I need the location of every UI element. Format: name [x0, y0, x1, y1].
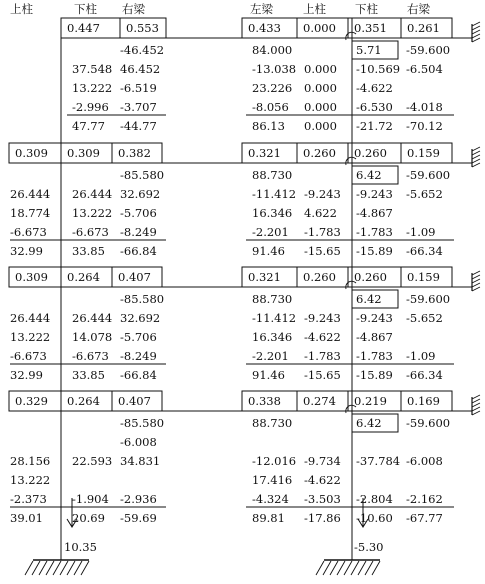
moment-value: -11.412 [252, 187, 297, 201]
moment-value: 13.222 [10, 473, 51, 487]
distribution-factor: 0.274 [303, 394, 336, 408]
header-right-0: 左梁 [250, 2, 273, 16]
support-hatch [472, 407, 480, 411]
moment-sum: 91.46 [252, 244, 285, 258]
moment-value: -1.09 [406, 225, 436, 239]
moment-sum: -70.12 [406, 119, 443, 133]
right-ground-hatch [351, 561, 359, 575]
header-right-1: 上柱 [303, 2, 326, 16]
moment-sum: -67.77 [406, 511, 443, 525]
moment-sum: -44.77 [120, 119, 157, 133]
moment-sum: 20.69 [72, 511, 105, 525]
moment-value: -2.936 [120, 492, 157, 506]
distribution-factor: 0.382 [118, 146, 151, 160]
moment-sum: 0.000 [304, 119, 337, 133]
moment-value: -9.243 [304, 187, 341, 201]
support-hatch [472, 38, 480, 42]
left-ground-hatch [53, 561, 61, 575]
moment-value: 23.226 [252, 81, 293, 95]
left-ground-hatch [25, 561, 33, 575]
moment-sum: 33.85 [72, 368, 105, 382]
moment-value: -1.783 [304, 349, 341, 363]
moment-value: 26.444 [72, 311, 113, 325]
moment-value: -4.622 [304, 330, 341, 344]
moment-value: 6.42 [356, 416, 382, 430]
moment-sum: -66.34 [406, 368, 443, 382]
moment-value: -12.016 [252, 454, 297, 468]
support-hatch [472, 155, 480, 159]
moment-value: -6.673 [10, 225, 47, 239]
right-ground-hatch [358, 561, 366, 575]
support-hatch [472, 279, 480, 283]
moment-value: -2.201 [252, 225, 289, 239]
moment-sum: -15.65 [304, 368, 341, 382]
moment-sum: -59.69 [120, 511, 157, 525]
moment-value: -4.867 [356, 330, 393, 344]
distribution-factor: 0.264 [67, 394, 100, 408]
support-hatch [472, 399, 480, 403]
moment-value: 37.548 [72, 62, 113, 76]
distribution-factor: 0.447 [67, 21, 100, 35]
moment-value: 13.222 [72, 206, 113, 220]
header-left-2: 右梁 [122, 2, 145, 16]
distribution-factor: 0.309 [67, 146, 100, 160]
distribution-factor: 0.321 [248, 270, 281, 284]
moment-sum: 89.81 [252, 511, 285, 525]
moment-value: 13.222 [10, 330, 51, 344]
distribution-factor: 0.433 [248, 21, 281, 35]
moment-value: -2.162 [406, 492, 443, 506]
moment-value: -59.600 [406, 416, 451, 430]
moment-value: -6.530 [356, 100, 393, 114]
right-ground-hatch [316, 561, 324, 575]
moment-value: -11.412 [252, 311, 297, 325]
moment-value: 5.71 [356, 43, 382, 57]
moment-value: -59.600 [406, 168, 451, 182]
moment-value: -6.673 [72, 349, 109, 363]
support-hatch [472, 26, 480, 30]
moment-sum: -15.89 [356, 368, 393, 382]
moment-value: -5.706 [120, 206, 157, 220]
moment-value: -3.503 [304, 492, 341, 506]
moment-value: 88.730 [252, 416, 293, 430]
moment-value: -9.243 [304, 311, 341, 325]
moment-value: 13.222 [72, 81, 113, 95]
right-ground-hatch [323, 561, 331, 575]
distribution-factor: 0.321 [248, 146, 281, 160]
right-ground-hatch [344, 561, 352, 575]
left-ground-hatch [46, 561, 54, 575]
moment-value: -9.243 [356, 311, 393, 325]
distribution-factor: 0.407 [118, 270, 151, 284]
moment-sum: 86.13 [252, 119, 285, 133]
moment-value: -1.783 [356, 349, 393, 363]
moment-value: 22.593 [72, 454, 113, 468]
moment-value: 88.730 [252, 292, 293, 306]
moment-value: -6.504 [406, 62, 443, 76]
support-hatch [472, 395, 480, 399]
moment-sum: -21.72 [356, 119, 393, 133]
left-ground-hatch [81, 561, 89, 575]
right-ground-hatch [330, 561, 338, 575]
moment-value: -3.707 [120, 100, 157, 114]
distribution-factor: 0.309 [15, 146, 48, 160]
moment-sum: 32.99 [10, 244, 43, 258]
moment-sum: -66.34 [406, 244, 443, 258]
distribution-factor: 0.169 [407, 394, 440, 408]
moment-sum: 39.01 [10, 511, 43, 525]
support-hatch [472, 147, 480, 151]
support-hatch [472, 30, 480, 34]
support-hatch [472, 411, 480, 415]
right-ground-hatch [365, 561, 373, 575]
moment-value: -13.038 [252, 62, 297, 76]
moment-sum: -15.65 [304, 244, 341, 258]
support-hatch [472, 271, 480, 275]
moment-value: -6.008 [406, 454, 443, 468]
moment-value: -2.996 [72, 100, 109, 114]
right-base-moment: -5.30 [354, 540, 384, 554]
right-ground-hatch [372, 561, 380, 575]
support-hatch [472, 287, 480, 291]
moment-value: 0.000 [304, 81, 337, 95]
moment-value: -85.580 [120, 416, 165, 430]
moment-value: 28.156 [10, 454, 51, 468]
moment-value: -2.373 [10, 492, 47, 506]
moment-value: -6.673 [10, 349, 47, 363]
left-ground-hatch [74, 561, 82, 575]
moment-value: 32.692 [120, 311, 161, 325]
left-ground-hatch [32, 561, 40, 575]
moment-value: 84.000 [252, 43, 293, 57]
header-right-2: 下柱 [355, 2, 378, 16]
distribution-factor: 0.261 [407, 21, 440, 35]
distribution-factor: 0.260 [303, 270, 336, 284]
distribution-factor: 0.159 [407, 270, 440, 284]
distribution-factor: 0.159 [407, 146, 440, 160]
moment-value: -5.706 [120, 330, 157, 344]
moment-value: -2.201 [252, 349, 289, 363]
moment-sum: 91.46 [252, 368, 285, 382]
distribution-factor: 0.351 [354, 21, 387, 35]
moment-value: 88.730 [252, 168, 293, 182]
moment-value: 0.000 [304, 62, 337, 76]
left-ground-hatch [67, 561, 75, 575]
support-hatch [472, 159, 480, 163]
distribution-factor: 0.264 [67, 270, 100, 284]
moment-value: -9.734 [304, 454, 341, 468]
moment-value: -4.867 [356, 206, 393, 220]
moment-sum: -15.89 [356, 244, 393, 258]
distribution-factor: 0.407 [118, 394, 151, 408]
moment-value: 6.42 [356, 168, 382, 182]
moment-value: -2.804 [356, 492, 393, 506]
moment-sum: -66.84 [120, 368, 157, 382]
moment-value: 26.444 [10, 187, 51, 201]
moment-sum: -66.84 [120, 244, 157, 258]
support-hatch [472, 22, 480, 26]
support-hatch [472, 275, 480, 279]
moment-sum: 32.99 [10, 368, 43, 382]
distribution-factor: 0.260 [354, 146, 387, 160]
distribution-factor: 0.309 [15, 270, 48, 284]
distribution-factor: 0.260 [303, 146, 336, 160]
distribution-factor: 0.219 [354, 394, 387, 408]
moment-value: -46.452 [120, 43, 165, 57]
moment-value: -4.622 [304, 473, 341, 487]
header-left-1: 下柱 [74, 2, 97, 16]
support-hatch [472, 283, 480, 287]
support-hatch [472, 34, 480, 38]
moment-value: 26.444 [10, 311, 51, 325]
moment-value: -4.622 [356, 81, 393, 95]
moment-value: 16.346 [252, 206, 293, 220]
moment-value: 46.452 [120, 62, 161, 76]
support-hatch [472, 163, 480, 167]
header-right-3: 右梁 [407, 2, 430, 16]
distribution-factor: 0.260 [354, 270, 387, 284]
moment-value: -4.018 [406, 100, 443, 114]
left-ground-hatch [39, 561, 47, 575]
moment-value: -5.652 [406, 311, 443, 325]
moment-value: -59.600 [406, 292, 451, 306]
header-left-0: 上柱 [10, 2, 33, 16]
moment-sum: -10.60 [356, 511, 393, 525]
moment-value: -1.783 [356, 225, 393, 239]
moment-value: -1.09 [406, 349, 436, 363]
moment-value: 26.444 [72, 187, 113, 201]
moment-value: -4.324 [252, 492, 289, 506]
support-hatch [472, 151, 480, 155]
right-ground-hatch [337, 561, 345, 575]
moment-value: -9.243 [356, 187, 393, 201]
moment-value: -10.569 [356, 62, 401, 76]
moment-value: -1.783 [304, 225, 341, 239]
moment-sum: 47.77 [72, 119, 105, 133]
distribution-factor: 0.329 [15, 394, 48, 408]
moment-value: -59.600 [406, 43, 451, 57]
moment-sum: 33.85 [72, 244, 105, 258]
moment-sum: -17.86 [304, 511, 341, 525]
moment-value: -85.580 [120, 292, 165, 306]
moment-value: 32.692 [120, 187, 161, 201]
moment-value: 6.42 [356, 292, 382, 306]
moment-value: -8.056 [252, 100, 289, 114]
moment-value: 16.346 [252, 330, 293, 344]
moment-value: 0.000 [304, 100, 337, 114]
moment-value: 4.622 [304, 206, 337, 220]
support-hatch [472, 403, 480, 407]
left-ground-hatch [60, 561, 68, 575]
left-base-moment: 10.35 [64, 540, 97, 554]
moment-value: -6.008 [120, 435, 157, 449]
distribution-factor: 0.338 [248, 394, 281, 408]
distribution-factor: 0.000 [303, 21, 336, 35]
moment-value: 18.774 [10, 206, 51, 220]
moment-value: 34.831 [120, 454, 161, 468]
moment-value: -5.652 [406, 187, 443, 201]
moment-value: -6.673 [72, 225, 109, 239]
moment-value: 14.078 [72, 330, 113, 344]
moment-value: -1.904 [72, 492, 109, 506]
moment-value: -6.519 [120, 81, 157, 95]
distribution-factor: 0.553 [126, 21, 159, 35]
moment-value: -85.580 [120, 168, 165, 182]
moment-value: -8.249 [120, 225, 157, 239]
moment-value: 17.416 [252, 473, 293, 487]
moment-value: -8.249 [120, 349, 157, 363]
moment-value: -37.784 [356, 454, 401, 468]
